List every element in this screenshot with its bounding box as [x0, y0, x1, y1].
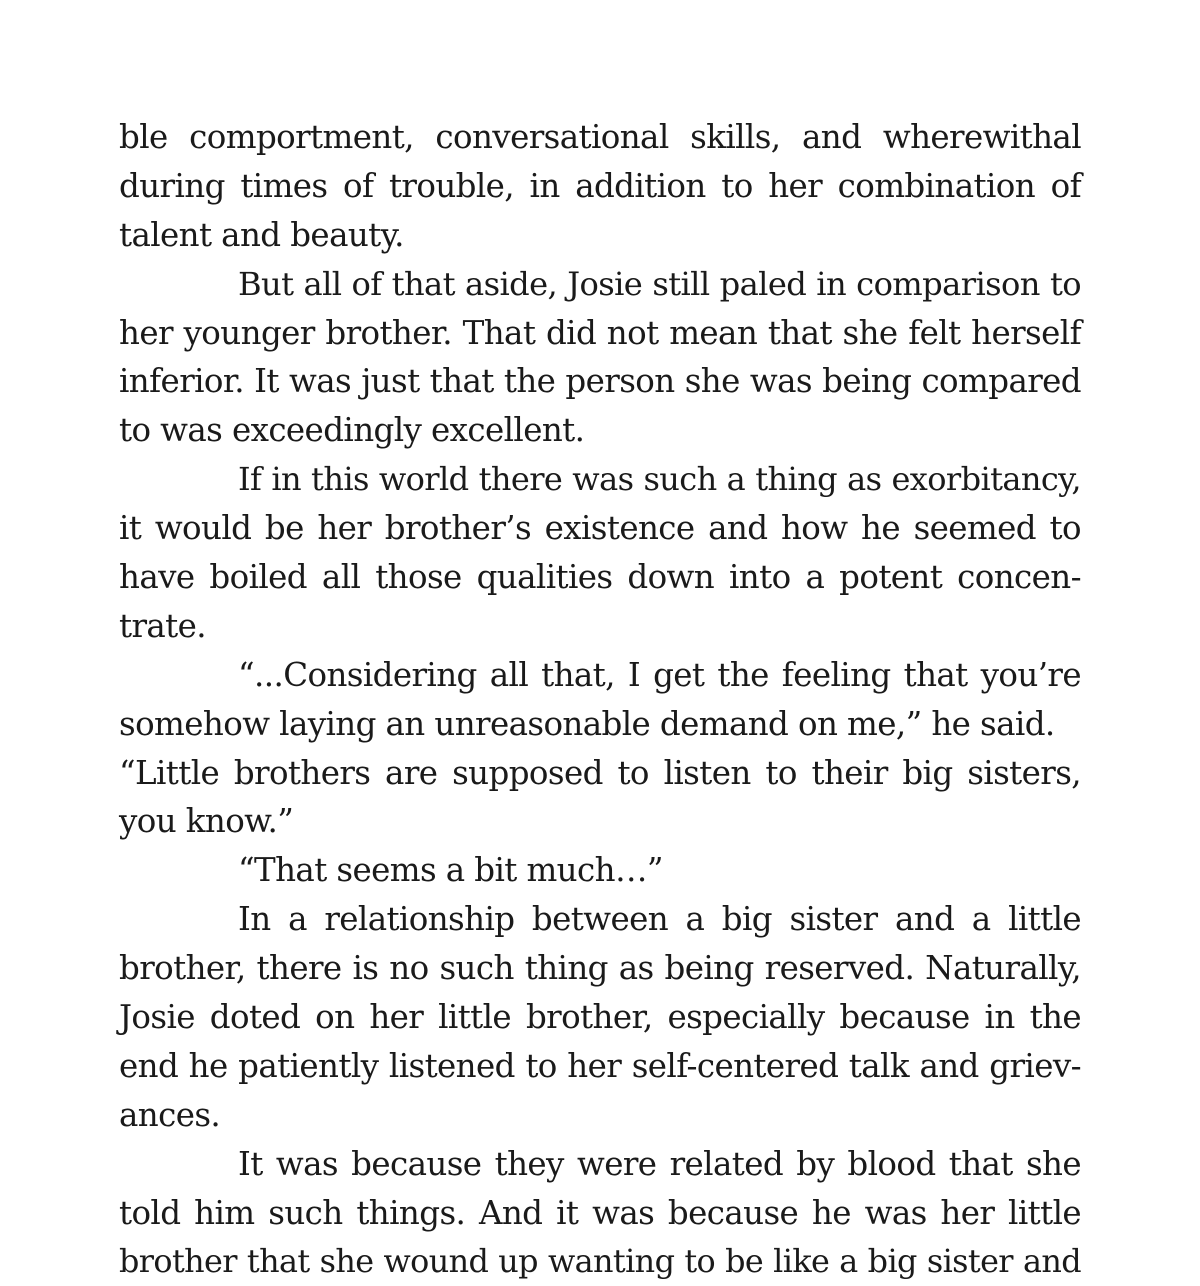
- text-line-partial: brother that she wound up wanting to be like a big sister and: [119, 1242, 1081, 1281]
- text-line: brother, there is no such thing as being reserved. Naturally,: [119, 949, 1081, 988]
- text-line: have boiled all those qualities down into a potent concen-: [119, 558, 1081, 597]
- text-line: ances.: [119, 1095, 221, 1134]
- text-line: told him such things. And it was because he was her little: [119, 1193, 1081, 1232]
- text-line: In a relationship between a big sister and a little: [238, 900, 1081, 939]
- text-line: ble comportment, conversational skills, and wherewithal: [119, 118, 1081, 156]
- text-line: during times of trouble, in addition to her combination of: [119, 166, 1081, 205]
- text-line: “Little brothers are supposed to listen to their big sisters,: [119, 753, 1081, 792]
- text-line: It was because they were related by blood that she: [238, 1144, 1081, 1183]
- text-line: to was exceedingly excellent.: [119, 411, 585, 450]
- text-line: trate.: [119, 606, 206, 645]
- text-line: her younger brother. That did not mean that she felt herself: [119, 313, 1081, 352]
- book-page: [119, 113, 1081, 1281]
- text-line: But all of that aside, Josie still paled in comparison to: [238, 264, 1081, 303]
- text-line: somehow laying an unreasonable demand on me,” he said.: [119, 704, 1055, 743]
- text-line: talent and beauty.: [119, 215, 404, 254]
- text-line: “That seems a bit much…”: [238, 851, 663, 890]
- text-line: you know.”: [119, 802, 294, 841]
- text-line: end he patiently listened to her self-centered talk and griev-: [119, 1046, 1081, 1085]
- text-line: Josie doted on her little brother, especially because in the: [119, 998, 1081, 1037]
- text-line: inferior. It was just that the person she was being compared: [119, 362, 1081, 401]
- text-line: “...Considering all that, I get the feeling that you’re: [238, 655, 1081, 694]
- text-line: If in this world there was such a thing as exorbitancy,: [238, 460, 1081, 499]
- text-line: it would be her brother’s existence and how he seemed to: [119, 509, 1081, 548]
